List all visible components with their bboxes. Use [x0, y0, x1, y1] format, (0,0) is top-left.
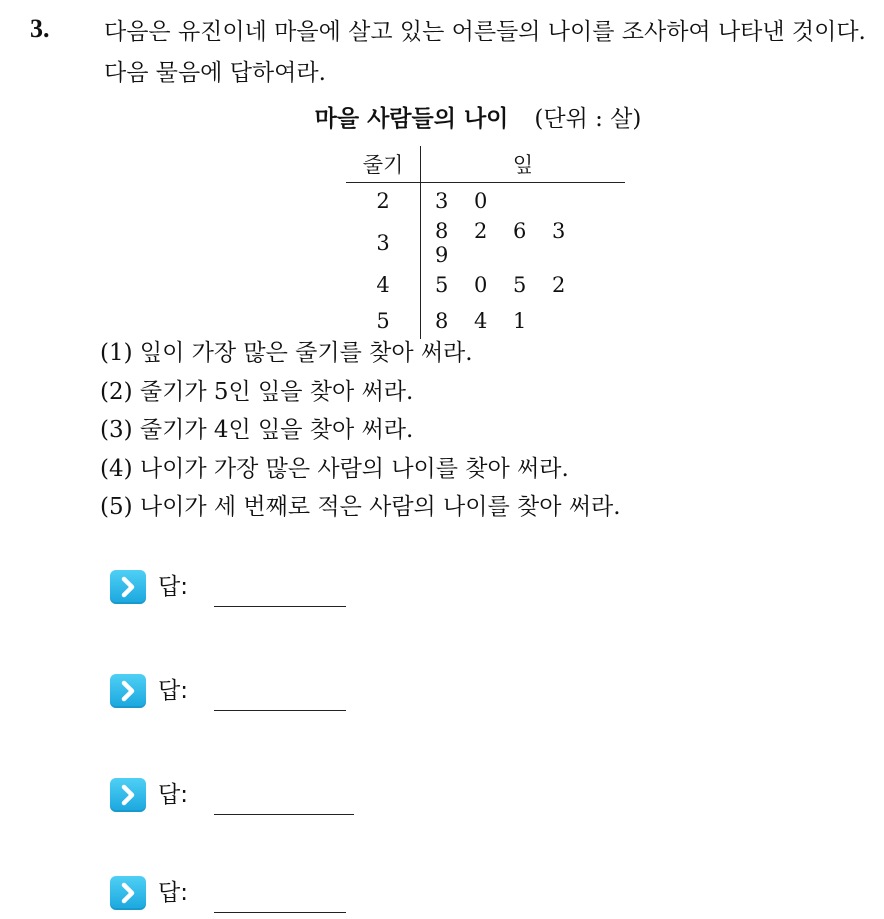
answer-blank[interactable]: [214, 912, 346, 913]
answer-blank[interactable]: [214, 710, 346, 711]
stem-leaf-table: [346, 146, 625, 339]
leaf: 8: [435, 309, 449, 333]
leaves-cell: [421, 183, 626, 220]
header-leaf: 잎: [421, 146, 626, 183]
leaf: 3: [435, 189, 449, 213]
table-row: [346, 267, 625, 303]
answer-blank[interactable]: [214, 606, 346, 607]
chevron-right-icon: [110, 570, 146, 604]
question-number: 3.: [30, 14, 50, 43]
leaf: 4: [474, 309, 488, 333]
answer-row-3: [110, 776, 370, 816]
chevron-right-icon: [110, 876, 146, 910]
leaves-cell: [421, 219, 626, 267]
answer-label: 답:: [158, 880, 188, 906]
leaf: 8: [435, 219, 449, 243]
chevron-right-icon: [110, 778, 146, 812]
leaf: 6: [513, 219, 527, 243]
table-header-row: [346, 146, 625, 183]
answer-row-1: [110, 568, 370, 608]
leaf: 2: [474, 219, 488, 243]
sub-question-3: (3) 줄기가 4인 잎을 찾아 써라.: [100, 417, 414, 443]
stem-and-leaf-plot: [346, 146, 626, 339]
leaf: 9: [435, 243, 449, 267]
leaf: 5: [435, 273, 449, 297]
answer-row-2: [110, 672, 370, 712]
leaf: 5: [513, 273, 527, 297]
leaf: 0: [474, 189, 488, 213]
answer-label: 답:: [158, 782, 188, 808]
answer-label: 답:: [158, 678, 188, 704]
sub-question-4: (4) 나이가 가장 많은 사람의 나이를 찾아 써라.: [100, 455, 569, 482]
stem-cell: 3: [346, 219, 421, 267]
sub-question-1: (1) 잎이 가장 많은 줄기를 찾아 써라.: [100, 340, 473, 366]
stem-cell: 4: [346, 267, 421, 303]
table-caption: [0, 100, 884, 133]
sub-question-5: (5) 나이가 세 번째로 적은 사람의 나이를 찾아 써라.: [100, 494, 621, 520]
sub-questions: [100, 334, 621, 527]
question-text: 다음은 유진이네 마을에 살고 있는 어른들의 나이를 조사하여 나타낸 것이다. 다음 물음에 답하여라.: [104, 19, 866, 86]
leaves-cell: [421, 267, 626, 303]
leaf: 1: [513, 309, 527, 333]
stem-cell: 2: [346, 183, 421, 220]
leaf: 0: [474, 273, 488, 297]
stem-cell: 5: [346, 303, 421, 339]
table-title: 마을 사람들의 나이: [314, 105, 509, 132]
header-stem: 줄기: [346, 146, 421, 183]
answer-blank[interactable]: [214, 814, 354, 815]
sub-question-2: (2) 줄기가 5인 잎을 찾아 써라.: [100, 378, 414, 405]
leaf: 3: [552, 219, 566, 243]
answer-row-4: [110, 874, 370, 914]
table-row: [346, 219, 625, 267]
chevron-right-icon: [110, 674, 146, 708]
table-unit: (단위 : 살): [534, 106, 642, 132]
table-row: [346, 183, 625, 220]
answer-label: 답:: [158, 574, 188, 600]
leaf: 2: [552, 273, 566, 297]
